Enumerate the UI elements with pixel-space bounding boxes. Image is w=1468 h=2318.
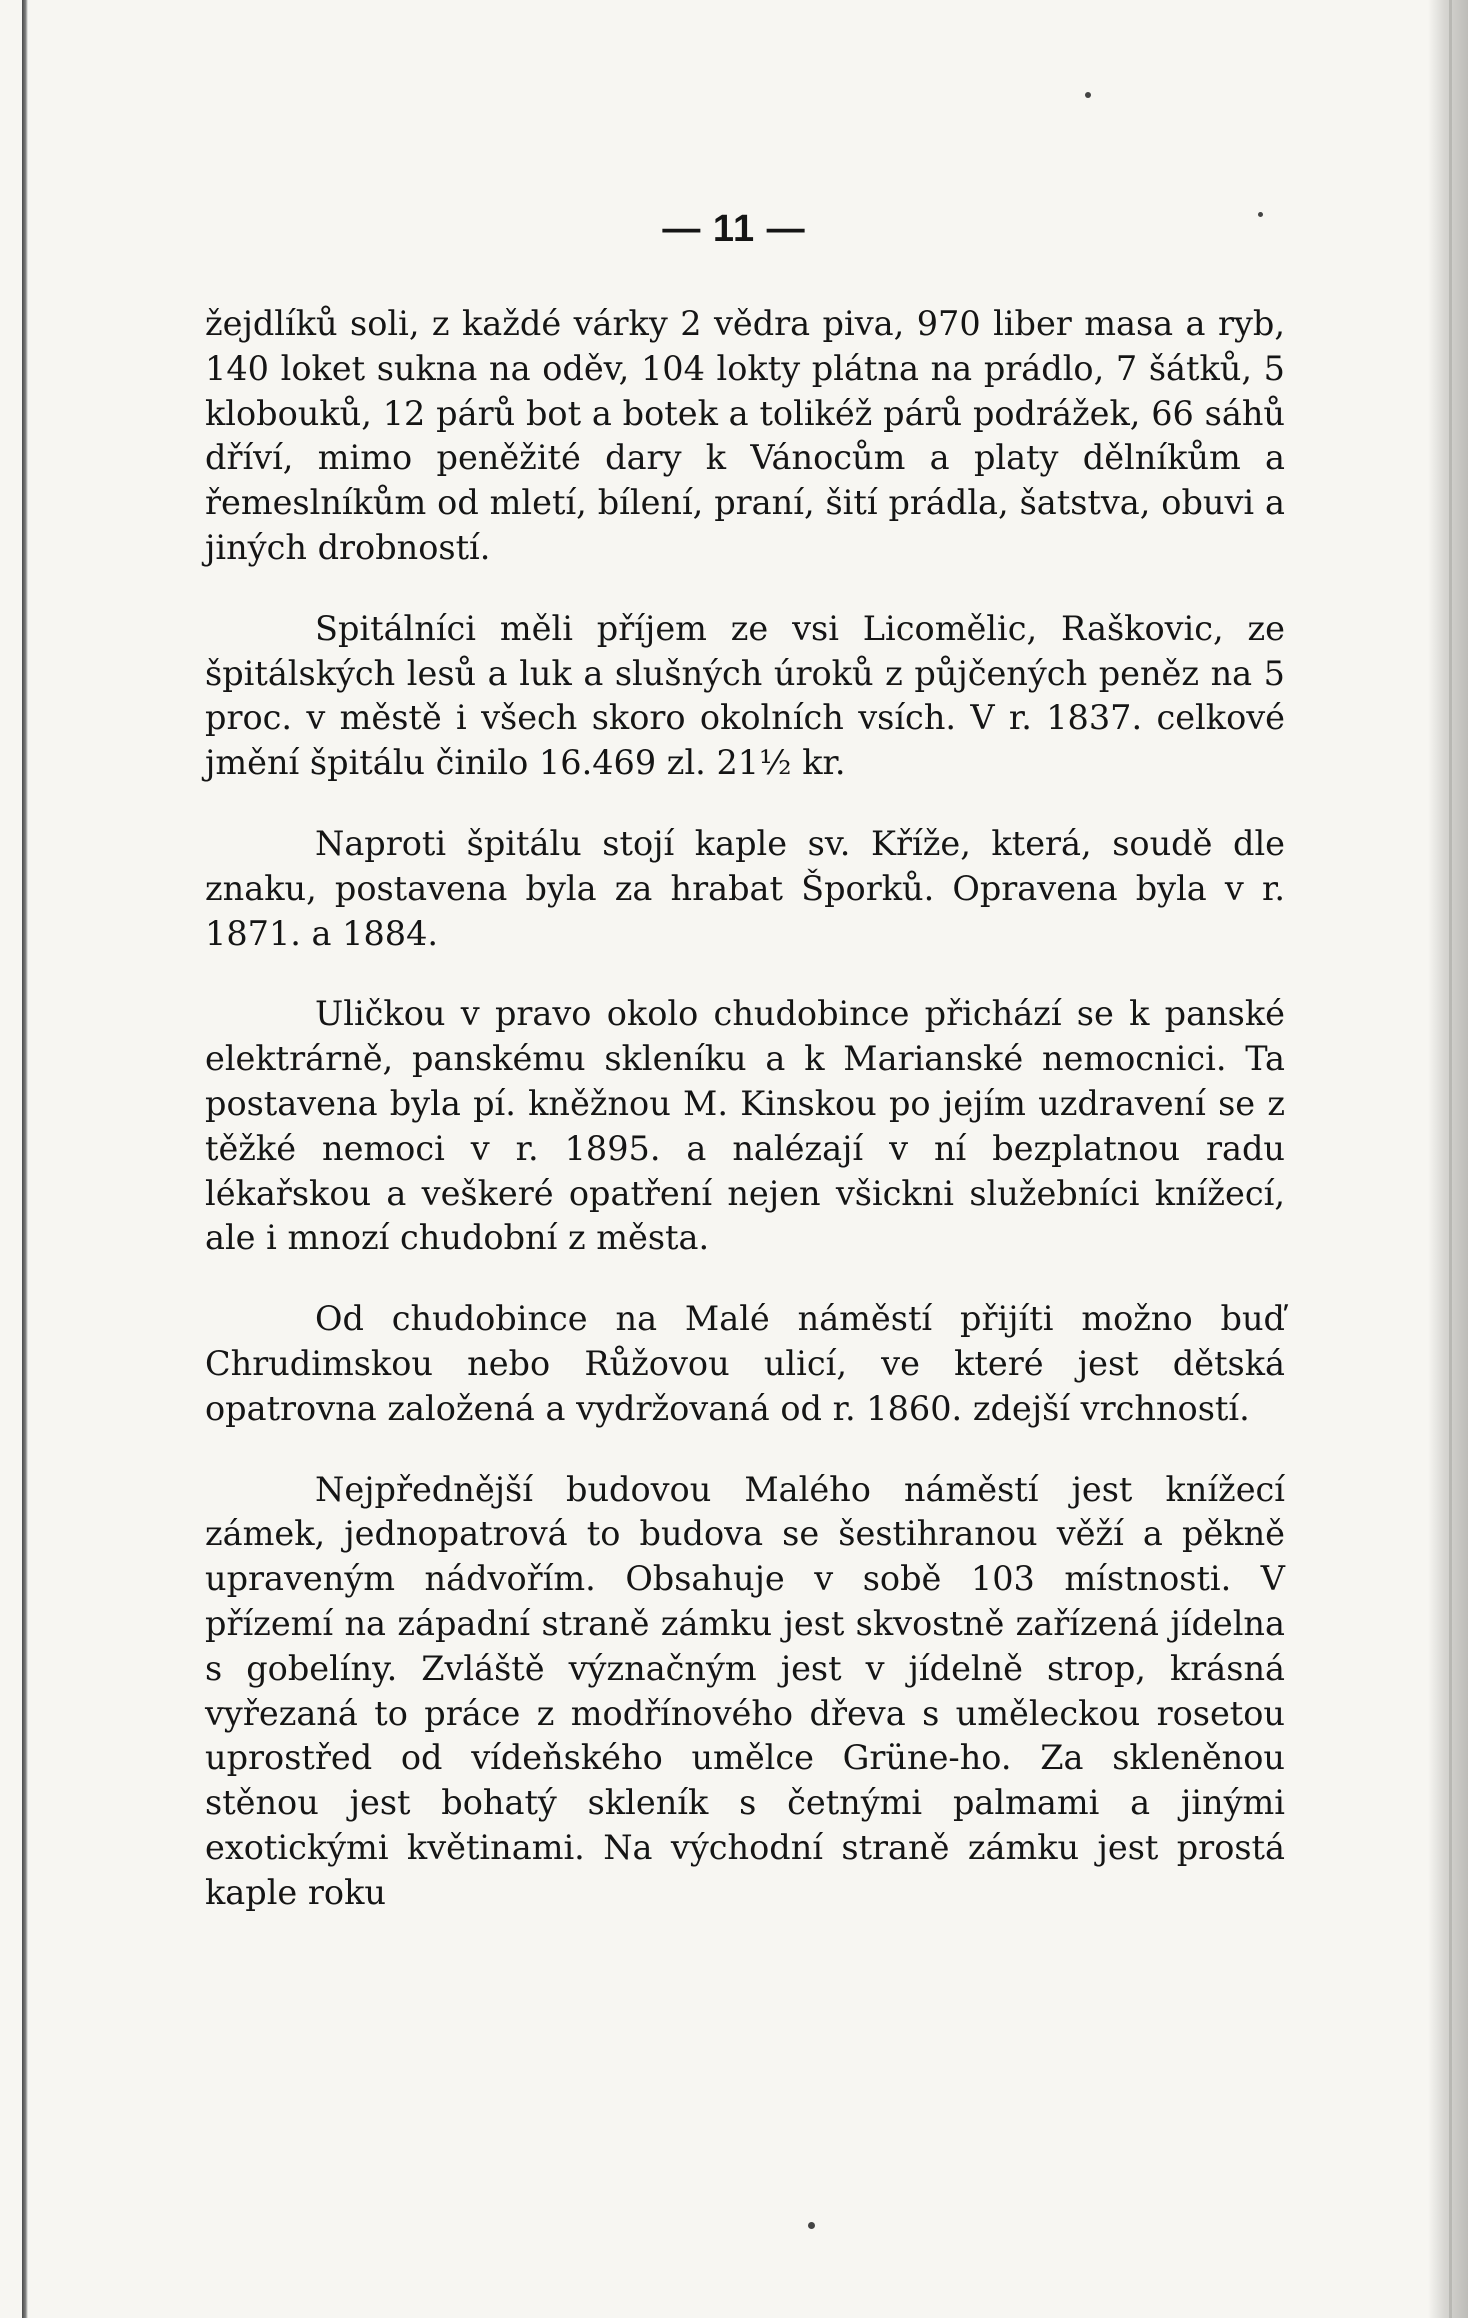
paragraph-3: Naproti špitálu stojí kaple sv. Kříže, která, soudě dle znaku, postavena byla za hrabat Šporků. Opravena byla v r. 1871. a 1884. [205,823,1285,953]
body-text [205,302,1285,1952]
page-left-edge [22,0,28,2318]
print-speck [808,2222,815,2229]
page-right-edge-shadow [1428,0,1468,2318]
page-right-edge-line [1449,0,1452,2318]
paragraph-4: Uličkou v pravo okolo chudobince přichází se k panské elektrárně, panskému skleníku a k Marianské nemocnici. Ta postavena byla pí. kněžnou M. Kinskou po jejím uzdravení se z těžké nemoci v r. 1895. a nalézají v ní bezplatnou radu lékařskou a veškeré opatření nejen všickni služebníci knížecí, ale i mnozí chudobní z města. [205,994,1285,1258]
paragraph-5: Od chudobince na Malé náměstí přijíti možno buď Chrudimskou nebo Růžovou ulicí, ve které jest dětská opatrovna založená a vydržovaná od r. 1860. zdejší vrchností. [205,1299,1285,1428]
paragraph-2: Spitálníci měli příjem ze vsi Licomělic, Raškovic, ze špitálských lesů a luk a slušných úroků z půjčených peněz na 5 proc. v městě i všech skoro okolních vsích. V r. 1837. celkové jmění špitálu činilo 16.469 zl. 21½ kr. [205,608,1285,783]
paragraph-1: žejdlíků soli, z každé várky 2 vědra piva, 970 liber masa a ryb, 140 loket sukna na oděv, 104 lokty plátna na prádlo, 7 šátků, 5 klobouků, 12 párů bot a botek a tolikéž párů podrážek, 66 sáhů dříví, mimo peněžité dary k Vánocům a platy dělníkům a řemeslníkům od mletí, bílení, praní, šití prádla, šatstva, obuvi a jiných drobností. [205,304,1285,567]
paragraph-6: Nejpřednější budovou Malého náměstí jest knížecí zámek, jednopatrová to budova se šestihranou věží a pěkně upraveným nádvořím. Obsahuje v sobě 103 místnosti. V přízemí na západní straně zámku jest skvostně zařízená jídelna s gobelíny. Zvláště význačným jest v jídelně strop, krásná vyřezaná to práce z modřínového dřeva s uměleckou rosetou uprostřed od vídeňského umělce Grüne-ho. Za skleněnou stěnou jest bohatý skleník s četnými palmami a jinými exotickými květinami. Na východní straně zámku jest prostá kaple roku [205,1469,1285,1912]
page-number: — 11 — [662,208,806,250]
print-speck [1085,92,1091,98]
